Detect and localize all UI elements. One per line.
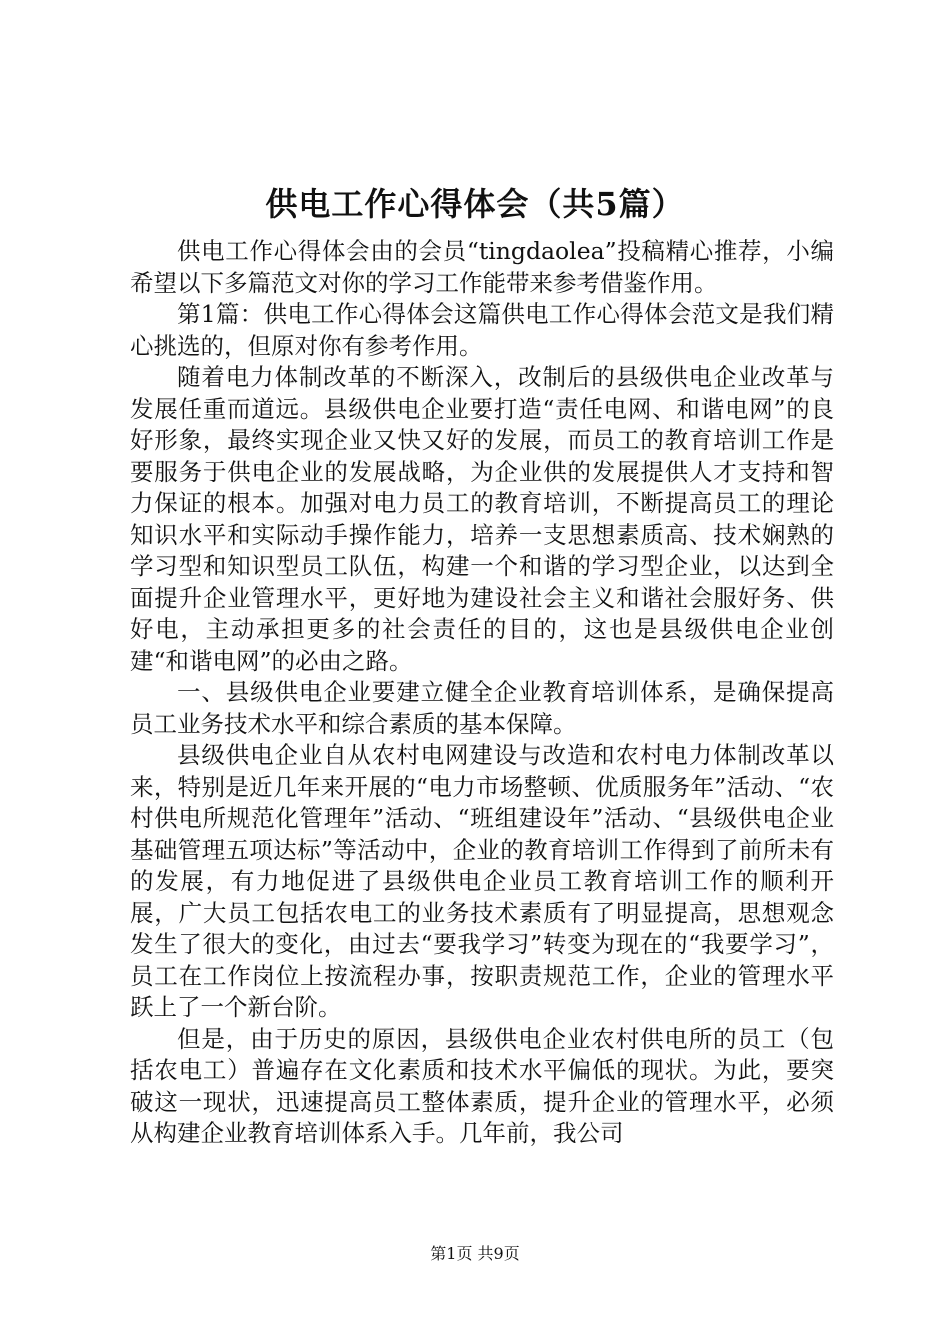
document-body — [130, 236, 834, 1150]
paragraph-training-progress: 县级供电企业自从农村电网建设与改造和农村电力体制改革以来，特别是近几年来开展的“电力市场整顿、优质服务年”活动、“农村供电所规范化管理年”活动、“班组建设年”活动、“县级供电企业基础管理五项达标”等活动中，企业的教育培训工作得到了前所未有的发展，有力地促进了县级供电企业员工教育培训工作的顺利开展，广大员工包括农电工的业务技术素质有了明显提高，思想观念发生了很大的变化，由过去“要我学习”转变为现在的“我要学习”，员工在工作岗位上按流程办事，按职责规范工作，企业的管理水平跃上了一个新台阶。 — [130, 741, 834, 1021]
paragraph-current-issues: 但是，由于历史的原因，县级供电企业农村供电所的员工（包括农电工）普遍存在文化素质和技术水平偏低的现状。为此，要突破这一现状，迅速提高员工整体素质，提升企业的管理水平，必须从构建企业教育培训体系入手。几年前，我公司 — [130, 1024, 834, 1147]
paragraph-article-1-heading: 第1篇：供电工作心得体会这篇供电工作心得体会范文是我们精心挑选的，但原对你有参考作用。 — [130, 300, 834, 360]
document-title: 供电工作心得体会（共5篇） — [265, 185, 685, 223]
paragraph-intro: 供电工作心得体会由的会员“tingdaolea”投稿精心推荐，小编希望以下多篇范文对你的学习工作能带来参考借鉴作用。 — [130, 237, 834, 297]
page-number-footer: 第1页 共9页 — [430, 1244, 520, 1263]
paragraph-reform-background: 随着电力体制改革的不断深入，改制后的县级供电企业改革与发展任重而道远。县级供电企业要打造“责任电网、和谐电网”的良好形象，最终实现企业又快又好的发展，而员工的教育培训工作是要服务于供电企业的发展战略，为企业供的发展提供人才支持和智力保证的根本。加强对电力员工的教育培训，不断提高员工的理论知识水平和实际动手操作能力，培养一支思想素质高、技术娴熟的学习型和知识型员工队伍，构建一个和谐的学习型企业，以达到全面提升企业管理水平，更好地为建设社会主义和谐社会服好务、供好电，主动承担更多的社会责任的目的，这也是县级供电企业创建“和谐电网”的必由之路。 — [130, 363, 834, 675]
paragraph-section-1-heading: 一、县级供电企业要建立健全企业教育培训体系，是确保提高员工业务技术水平和综合素质的基本保障。 — [130, 678, 834, 738]
